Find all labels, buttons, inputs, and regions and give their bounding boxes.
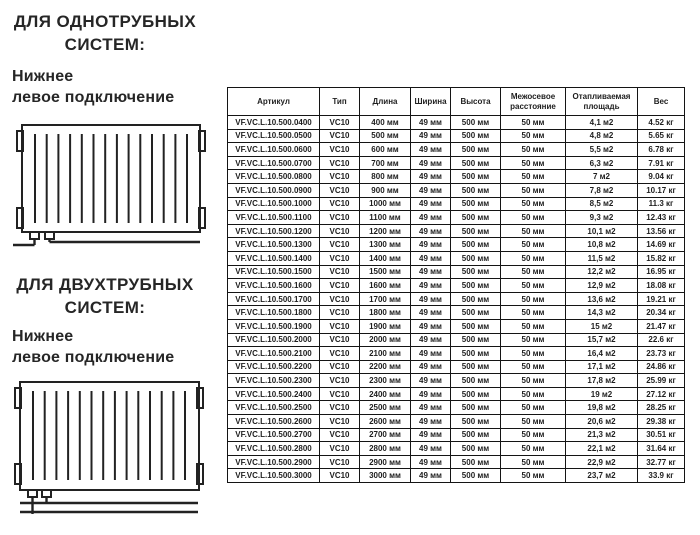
cell-article: VF.VC.L.10.500.0700 (228, 156, 320, 170)
cell-weight: 31.64 кг (638, 442, 685, 456)
cell-type: VC10 (320, 306, 360, 320)
cell-width: 49 мм (411, 251, 451, 265)
cell-heated-area: 17,8 м2 (566, 374, 638, 388)
cell-height: 500 мм (451, 428, 501, 442)
cell-height: 500 мм (451, 265, 501, 279)
cell-article: VF.VC.L.10.500.1200 (228, 224, 320, 238)
column-header-length: Длина (360, 88, 411, 116)
cell-axial-distance: 50 мм (501, 116, 566, 130)
connection-label-single-pipe (12, 66, 174, 108)
table-row (228, 156, 685, 170)
spec-table (227, 87, 685, 483)
radiator-tab (15, 388, 21, 408)
cell-length: 600 мм (360, 143, 411, 157)
cell-length: 2900 мм (360, 455, 411, 469)
cell-weight: 11.3 кг (638, 197, 685, 211)
cell-heated-area: 15,7 м2 (566, 333, 638, 347)
cell-weight: 21.47 кг (638, 319, 685, 333)
cell-height: 500 мм (451, 251, 501, 265)
table-row (228, 183, 685, 197)
cell-type: VC10 (320, 455, 360, 469)
cell-height: 500 мм (451, 238, 501, 252)
cell-height: 500 мм (451, 129, 501, 143)
cell-article: VF.VC.L.10.500.1900 (228, 319, 320, 333)
cell-width: 49 мм (411, 347, 451, 361)
cell-type: VC10 (320, 279, 360, 293)
cell-width: 49 мм (411, 469, 451, 483)
cell-length: 700 мм (360, 156, 411, 170)
table-row (228, 333, 685, 347)
table-row (228, 442, 685, 456)
cell-axial-distance: 50 мм (501, 333, 566, 347)
cell-heated-area: 8,5 м2 (566, 197, 638, 211)
table-row (228, 129, 685, 143)
section-title-line2: СИСТЕМ: (64, 35, 146, 54)
cell-axial-distance: 50 мм (501, 251, 566, 265)
cell-type: VC10 (320, 360, 360, 374)
cell-length: 2800 мм (360, 442, 411, 456)
cell-width: 49 мм (411, 319, 451, 333)
cell-heated-area: 10,8 м2 (566, 238, 638, 252)
cell-type: VC10 (320, 292, 360, 306)
section-title-single-pipe (0, 10, 210, 56)
table-row (228, 319, 685, 333)
cell-weight: 4.52 кг (638, 116, 685, 130)
cell-height: 500 мм (451, 143, 501, 157)
single-pipe-radiator-diagram (6, 118, 210, 254)
cell-length: 2700 мм (360, 428, 411, 442)
cell-article: VF.VC.L.10.500.1000 (228, 197, 320, 211)
cell-width: 49 мм (411, 401, 451, 415)
cell-type: VC10 (320, 211, 360, 225)
connection-label-two-pipe (12, 326, 174, 368)
cell-height: 500 мм (451, 415, 501, 429)
cell-weight: 12.43 кг (638, 211, 685, 225)
cell-weight: 28.25 кг (638, 401, 685, 415)
cell-length: 1200 мм (360, 224, 411, 238)
cell-type: VC10 (320, 415, 360, 429)
cell-height: 500 мм (451, 333, 501, 347)
table-row (228, 279, 685, 293)
column-header-height: Высота (451, 88, 501, 116)
cell-type: VC10 (320, 401, 360, 415)
table-row (228, 211, 685, 225)
cell-axial-distance: 50 мм (501, 374, 566, 388)
radiator-fins (35, 134, 187, 223)
cell-width: 49 мм (411, 116, 451, 130)
cell-article: VF.VC.L.10.500.0500 (228, 129, 320, 143)
cell-axial-distance: 50 мм (501, 265, 566, 279)
cell-article: VF.VC.L.10.500.2500 (228, 401, 320, 415)
cell-length: 3000 мм (360, 469, 411, 483)
cell-length: 2600 мм (360, 415, 411, 429)
cell-height: 500 мм (451, 469, 501, 483)
cell-width: 49 мм (411, 279, 451, 293)
cell-weight: 32.77 кг (638, 455, 685, 469)
cell-heated-area: 10,1 м2 (566, 224, 638, 238)
cell-width: 49 мм (411, 360, 451, 374)
cell-length: 1000 мм (360, 197, 411, 211)
cell-height: 500 мм (451, 387, 501, 401)
cell-weight: 15.82 кг (638, 251, 685, 265)
cell-type: VC10 (320, 156, 360, 170)
cell-width: 49 мм (411, 265, 451, 279)
cell-axial-distance: 50 мм (501, 401, 566, 415)
cell-width: 49 мм (411, 129, 451, 143)
cell-heated-area: 9,3 м2 (566, 211, 638, 225)
section-title-line2: СИСТЕМ: (64, 298, 146, 317)
cell-width: 49 мм (411, 170, 451, 184)
column-header-type: Тип (320, 88, 360, 116)
radiator-tab (199, 208, 205, 228)
cell-width: 49 мм (411, 374, 451, 388)
cell-article: VF.VC.L.10.500.0900 (228, 183, 320, 197)
column-header-weight: Вес (638, 88, 685, 116)
cell-axial-distance: 50 мм (501, 428, 566, 442)
cell-article: VF.VC.L.10.500.0600 (228, 143, 320, 157)
cell-length: 2100 мм (360, 347, 411, 361)
table-row (228, 374, 685, 388)
radiator-tab (17, 131, 23, 151)
cell-type: VC10 (320, 116, 360, 130)
cell-length: 1800 мм (360, 306, 411, 320)
cell-type: VC10 (320, 238, 360, 252)
table-row (228, 428, 685, 442)
cell-article: VF.VC.L.10.500.2700 (228, 428, 320, 442)
spec-table-head (228, 88, 685, 116)
radiator-nozzle (42, 490, 51, 497)
cell-axial-distance: 50 мм (501, 387, 566, 401)
cell-width: 49 мм (411, 333, 451, 347)
cell-height: 500 мм (451, 306, 501, 320)
cell-type: VC10 (320, 129, 360, 143)
cell-axial-distance: 50 мм (501, 170, 566, 184)
table-row (228, 224, 685, 238)
table-row (228, 360, 685, 374)
cell-article: VF.VC.L.10.500.1600 (228, 279, 320, 293)
cell-type: VC10 (320, 251, 360, 265)
cell-type: VC10 (320, 183, 360, 197)
cell-type: VC10 (320, 428, 360, 442)
cell-weight: 5.65 кг (638, 129, 685, 143)
cell-width: 49 мм (411, 415, 451, 429)
cell-length: 1600 мм (360, 279, 411, 293)
cell-weight: 6.78 кг (638, 143, 685, 157)
cell-axial-distance: 50 мм (501, 238, 566, 252)
column-header-heated-area: Отапливаемая площадь (566, 88, 638, 116)
cell-length: 1500 мм (360, 265, 411, 279)
cell-axial-distance: 50 мм (501, 442, 566, 456)
cell-type: VC10 (320, 170, 360, 184)
cell-height: 500 мм (451, 455, 501, 469)
table-row (228, 143, 685, 157)
cell-width: 49 мм (411, 292, 451, 306)
cell-height: 500 мм (451, 319, 501, 333)
table-row (228, 306, 685, 320)
cell-type: VC10 (320, 265, 360, 279)
cell-axial-distance: 50 мм (501, 183, 566, 197)
spec-table-body (228, 116, 685, 483)
cell-article: VF.VC.L.10.500.0400 (228, 116, 320, 130)
cell-axial-distance: 50 мм (501, 306, 566, 320)
cell-heated-area: 19,8 м2 (566, 401, 638, 415)
cell-length: 1400 мм (360, 251, 411, 265)
cell-article: VF.VC.L.10.500.2300 (228, 374, 320, 388)
cell-length: 2500 мм (360, 401, 411, 415)
cell-axial-distance: 50 мм (501, 455, 566, 469)
cell-heated-area: 14,3 м2 (566, 306, 638, 320)
table-row (228, 251, 685, 265)
cell-length: 900 мм (360, 183, 411, 197)
cell-type: VC10 (320, 143, 360, 157)
cell-axial-distance: 50 мм (501, 292, 566, 306)
cell-heated-area: 20,6 м2 (566, 415, 638, 429)
cell-axial-distance: 50 мм (501, 211, 566, 225)
cell-axial-distance: 50 мм (501, 319, 566, 333)
cell-width: 49 мм (411, 224, 451, 238)
cell-article: VF.VC.L.10.500.3000 (228, 469, 320, 483)
radiator-nozzle (45, 232, 54, 239)
cell-weight: 22.6 кг (638, 333, 685, 347)
cell-weight: 13.56 кг (638, 224, 685, 238)
cell-height: 500 мм (451, 279, 501, 293)
section-title-two-pipe (0, 273, 210, 319)
cell-article: VF.VC.L.10.500.2400 (228, 387, 320, 401)
cell-height: 500 мм (451, 442, 501, 456)
cell-article: VF.VC.L.10.500.1400 (228, 251, 320, 265)
radiator-tab (15, 464, 21, 484)
cell-axial-distance: 50 мм (501, 224, 566, 238)
table-row (228, 387, 685, 401)
column-header-axial-distance: Межосевое расстояние (501, 88, 566, 116)
table-row (228, 170, 685, 184)
cell-article: VF.VC.L.10.500.2200 (228, 360, 320, 374)
table-row (228, 415, 685, 429)
cell-weight: 10.17 кг (638, 183, 685, 197)
cell-type: VC10 (320, 197, 360, 211)
cell-axial-distance: 50 мм (501, 360, 566, 374)
cell-weight: 16.95 кг (638, 265, 685, 279)
cell-weight: 33.9 кг (638, 469, 685, 483)
cell-width: 49 мм (411, 183, 451, 197)
cell-length: 800 мм (360, 170, 411, 184)
connection-label-line2: левое подключение (12, 349, 175, 366)
cell-heated-area: 23,7 м2 (566, 469, 638, 483)
connection-label-line1: Нижнее (12, 328, 74, 345)
table-row (228, 347, 685, 361)
cell-height: 500 мм (451, 224, 501, 238)
cell-heated-area: 19 м2 (566, 387, 638, 401)
cell-article: VF.VC.L.10.500.2100 (228, 347, 320, 361)
radiator-fins (33, 391, 185, 480)
radiator-nozzle (30, 232, 39, 239)
table-row (228, 197, 685, 211)
cell-width: 49 мм (411, 306, 451, 320)
table-row (228, 238, 685, 252)
cell-height: 500 мм (451, 211, 501, 225)
cell-length: 1300 мм (360, 238, 411, 252)
cell-length: 1100 мм (360, 211, 411, 225)
cell-heated-area: 22,9 м2 (566, 455, 638, 469)
cell-axial-distance: 50 мм (501, 415, 566, 429)
table-row (228, 401, 685, 415)
cell-heated-area: 12,9 м2 (566, 279, 638, 293)
cell-length: 1700 мм (360, 292, 411, 306)
cell-width: 49 мм (411, 156, 451, 170)
left-panel (0, 0, 215, 535)
two-pipe-radiator-diagram (6, 370, 210, 520)
cell-article: VF.VC.L.10.500.2900 (228, 455, 320, 469)
table-row (228, 292, 685, 306)
cell-article: VF.VC.L.10.500.2000 (228, 333, 320, 347)
radiator-tab (199, 131, 205, 151)
cell-width: 49 мм (411, 442, 451, 456)
table-row (228, 265, 685, 279)
cell-length: 500 мм (360, 129, 411, 143)
cell-weight: 29.38 кг (638, 415, 685, 429)
cell-heated-area: 12,2 м2 (566, 265, 638, 279)
cell-axial-distance: 50 мм (501, 129, 566, 143)
cell-length: 2400 мм (360, 387, 411, 401)
cell-type: VC10 (320, 333, 360, 347)
cell-height: 500 мм (451, 347, 501, 361)
cell-height: 500 мм (451, 360, 501, 374)
cell-weight: 14.69 кг (638, 238, 685, 252)
section-title-line1: ДЛЯ ОДНОТРУБНЫХ (13, 12, 197, 31)
cell-width: 49 мм (411, 387, 451, 401)
cell-heated-area: 4,8 м2 (566, 129, 638, 143)
section-title-line1: ДЛЯ ДВУХТРУБНЫХ (16, 275, 194, 294)
cell-weight: 18.08 кг (638, 279, 685, 293)
cell-width: 49 мм (411, 197, 451, 211)
cell-heated-area: 6,3 м2 (566, 156, 638, 170)
connection-label-line2: левое подключение (12, 89, 175, 106)
cell-type: VC10 (320, 442, 360, 456)
cell-heated-area: 22,1 м2 (566, 442, 638, 456)
cell-width: 49 мм (411, 455, 451, 469)
cell-article: VF.VC.L.10.500.1700 (228, 292, 320, 306)
cell-width: 49 мм (411, 428, 451, 442)
cell-type: VC10 (320, 469, 360, 483)
column-header-article: Артикул (228, 88, 320, 116)
cell-type: VC10 (320, 224, 360, 238)
cell-article: VF.VC.L.10.500.0800 (228, 170, 320, 184)
cell-heated-area: 4,1 м2 (566, 116, 638, 130)
cell-weight: 23.73 кг (638, 347, 685, 361)
table-row (228, 469, 685, 483)
cell-weight: 7.91 кг (638, 156, 685, 170)
cell-heated-area: 7 м2 (566, 170, 638, 184)
radiator-body (20, 382, 199, 490)
cell-height: 500 мм (451, 170, 501, 184)
cell-heated-area: 13,6 м2 (566, 292, 638, 306)
cell-article: VF.VC.L.10.500.2600 (228, 415, 320, 429)
cell-axial-distance: 50 мм (501, 197, 566, 211)
cell-height: 500 мм (451, 183, 501, 197)
radiator-tab (17, 208, 23, 228)
cell-type: VC10 (320, 347, 360, 361)
cell-axial-distance: 50 мм (501, 156, 566, 170)
cell-length: 2300 мм (360, 374, 411, 388)
cell-article: VF.VC.L.10.500.1800 (228, 306, 320, 320)
cell-height: 500 мм (451, 156, 501, 170)
cell-heated-area: 11,5 м2 (566, 251, 638, 265)
pipe-single (13, 239, 200, 245)
table-row (228, 116, 685, 130)
cell-width: 49 мм (411, 211, 451, 225)
cell-heated-area: 15 м2 (566, 319, 638, 333)
column-header-width: Ширина (411, 88, 451, 116)
cell-width: 49 мм (411, 238, 451, 252)
cell-height: 500 мм (451, 197, 501, 211)
cell-height: 500 мм (451, 374, 501, 388)
cell-height: 500 мм (451, 401, 501, 415)
cell-axial-distance: 50 мм (501, 279, 566, 293)
cell-heated-area: 21,3 м2 (566, 428, 638, 442)
pipe-double (20, 497, 198, 514)
cell-weight: 27.12 кг (638, 387, 685, 401)
cell-heated-area: 5,5 м2 (566, 143, 638, 157)
cell-height: 500 мм (451, 292, 501, 306)
cell-weight: 19.21 кг (638, 292, 685, 306)
table-row (228, 455, 685, 469)
cell-height: 500 мм (451, 116, 501, 130)
cell-axial-distance: 50 мм (501, 347, 566, 361)
cell-weight: 25.99 кг (638, 374, 685, 388)
cell-length: 400 мм (360, 116, 411, 130)
cell-width: 49 мм (411, 143, 451, 157)
radiator-nozzle (28, 490, 37, 497)
cell-type: VC10 (320, 387, 360, 401)
cell-article: VF.VC.L.10.500.1100 (228, 211, 320, 225)
cell-type: VC10 (320, 374, 360, 388)
cell-heated-area: 17,1 м2 (566, 360, 638, 374)
cell-axial-distance: 50 мм (501, 143, 566, 157)
cell-weight: 30.51 кг (638, 428, 685, 442)
cell-type: VC10 (320, 319, 360, 333)
cell-length: 2200 мм (360, 360, 411, 374)
cell-axial-distance: 50 мм (501, 469, 566, 483)
cell-weight: 9.04 кг (638, 170, 685, 184)
cell-heated-area: 16,4 м2 (566, 347, 638, 361)
cell-article: VF.VC.L.10.500.1300 (228, 238, 320, 252)
connection-label-line1: Нижнее (12, 68, 74, 85)
cell-weight: 20.34 кг (638, 306, 685, 320)
radiator-body (22, 125, 200, 232)
cell-weight: 24.86 кг (638, 360, 685, 374)
cell-length: 2000 мм (360, 333, 411, 347)
header-row (228, 88, 685, 116)
cell-article: VF.VC.L.10.500.1500 (228, 265, 320, 279)
cell-length: 1900 мм (360, 319, 411, 333)
cell-article: VF.VC.L.10.500.2800 (228, 442, 320, 456)
cell-heated-area: 7,8 м2 (566, 183, 638, 197)
